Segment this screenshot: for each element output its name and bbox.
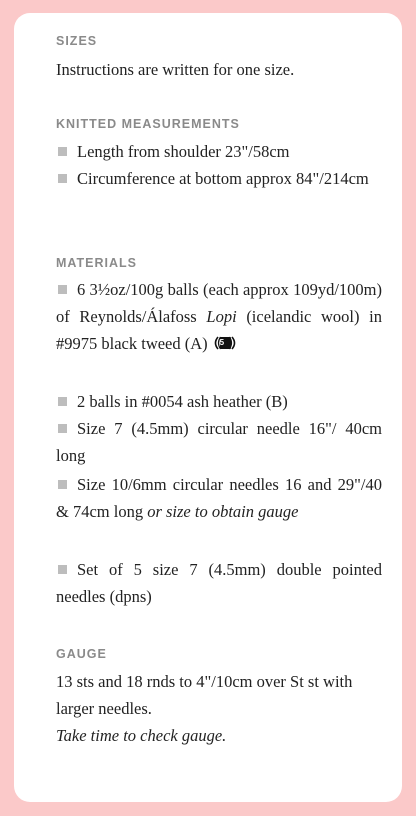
bullet-icon xyxy=(58,565,67,574)
bullet-icon xyxy=(58,424,67,433)
sizes-heading: SIZES xyxy=(56,34,98,48)
measurements-heading: KNITTED MEASUREMENTS xyxy=(56,117,240,131)
gauge-heading: GAUGE xyxy=(56,647,107,661)
material-circular-needle-small: Size 7 (4.5mm) circular needle 16"/ 40cm long xyxy=(56,419,382,465)
bullet-icon xyxy=(58,480,67,489)
bullet-icon xyxy=(58,147,67,156)
measurement-length: Length from shoulder 23"/58cm xyxy=(56,138,382,165)
yarn-weight-icon xyxy=(212,334,238,352)
material-circular-needles-large: Size 10/6mm circular needles 16 and 29"/40 & 74cm long or size to obtain gauge xyxy=(56,475,382,521)
gauge-text: 13 sts and 18 rnds to 4"/10cm over St st with larger needles. xyxy=(56,672,353,718)
sizes-text: Instructions are written for one size. xyxy=(56,60,295,79)
materials-heading: MATERIALS xyxy=(56,256,137,270)
measurement-circumference: Circumference at bottom approx 84"/214cm xyxy=(56,165,382,192)
bullet-icon xyxy=(58,397,67,406)
gauge-note: Take time to check gauge. xyxy=(56,726,227,745)
bullet-icon xyxy=(58,174,67,183)
bullet-icon xyxy=(58,285,67,294)
material-yarn-a: 6 3½oz/100g balls (each approx 109yd/100m) of Reynolds/Álafoss Lopi (icelandic wool) in #9975 black tweed (A) 5 xyxy=(56,280,382,353)
material-dpns: Set of 5 size 7 (4.5mm) double pointed needles (dpns) xyxy=(56,560,382,606)
material-yarn-b: 2 balls in #0054 ash heather (B) xyxy=(56,388,382,415)
yarn-weight-number: 5 xyxy=(219,338,225,347)
